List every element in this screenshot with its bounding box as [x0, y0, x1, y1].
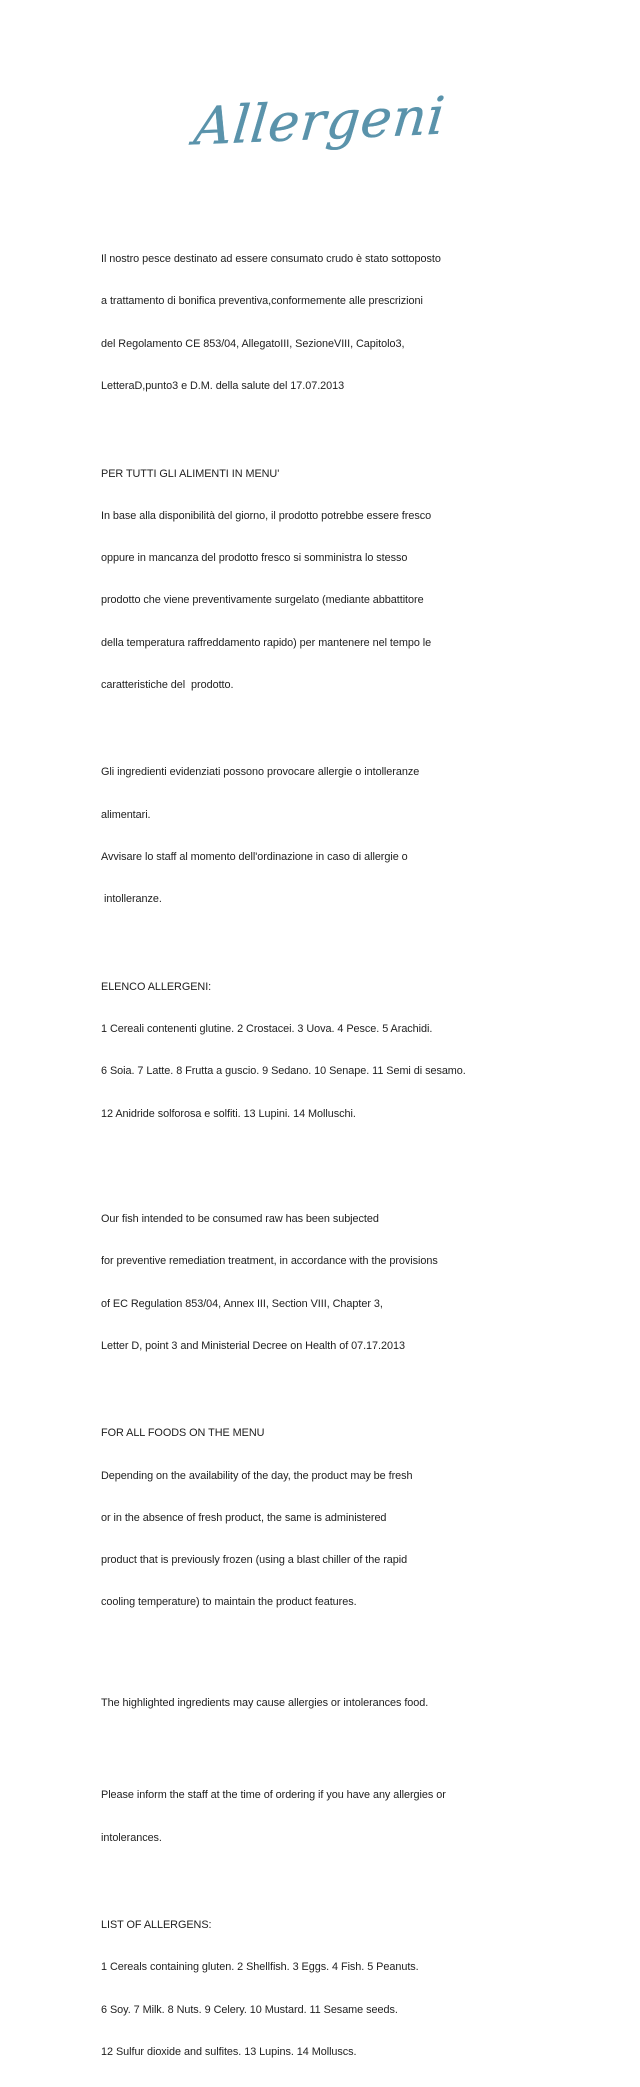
- text-line: a trattamento di bonifica preventiva,conformemente alle prescrizioni: [101, 295, 423, 308]
- text-line: In base alla disponibilità del giorno, il prodotto potrebbe essere fresco: [101, 509, 432, 522]
- text-line: of EC Regulation 853/04, Annex III, Section VIII, Chapter 3,: [101, 1297, 383, 1310]
- italian-all-foods-section: [101, 438, 489, 720]
- text-line: alimentari.: [101, 808, 151, 821]
- spacer: [101, 1638, 501, 1668]
- text-line: cooling temperature) to maintain the product features.: [101, 1596, 357, 1609]
- spacer: [101, 935, 501, 952]
- text-line: prodotto che viene preventivamente surgelato (mediante abbattitore: [101, 594, 424, 607]
- language-section-spacer: [101, 1149, 501, 1184]
- text-line: Avvisare lo staff al momento dell'ordinazione in caso di allergie o: [101, 850, 408, 863]
- italian-allergen-list: [101, 952, 489, 1149]
- text-line: for preventive remediation treatment, in accordance with the provisions: [101, 1255, 438, 1268]
- text-line: caratteristiche del prodotto.: [101, 678, 234, 691]
- italian-highlight-notice: [101, 737, 489, 934]
- italian-raw-fish-notice: [101, 224, 489, 421]
- english-inform-staff-notice: [101, 1760, 489, 1873]
- italian-all-foods-heading: PER TUTTI GLI ALIMENTI IN MENU': [101, 467, 280, 480]
- text-line: The highlighted ingredients may cause allergies or intolerances food.: [101, 1696, 429, 1709]
- english-allergen-list: [101, 1890, 489, 2087]
- english-raw-fish-notice: [101, 1184, 489, 1381]
- allergen-line: 12 Sulfur dioxide and sulfites. 13 Lupins. 14 Molluscs.: [101, 2045, 357, 2058]
- spacer: [101, 1873, 501, 1890]
- text-line: intolerances.: [101, 1831, 162, 1844]
- allergen-line: 1 Cereali contenenti glutine. 2 Crostacei. 3 Uova. 4 Pesce. 5 Arachidi.: [101, 1022, 433, 1035]
- page-title-container: [0, 86, 640, 158]
- spacer: [101, 1381, 501, 1398]
- allergen-line: 12 Anidride solforosa e solfiti. 13 Lupini. 14 Molluschi.: [101, 1107, 356, 1120]
- english-all-foods-heading: FOR ALL FOODS ON THE MENU: [101, 1427, 265, 1440]
- text-line: Please inform the staff at the time of ordering if you have any allergies or: [101, 1789, 446, 1802]
- text-line: Gli ingredienti evidenziati possono provocare allergie o intolleranze: [101, 766, 420, 779]
- italian-allergen-list-heading: ELENCO ALLERGENI:: [101, 980, 212, 993]
- document-body: [101, 224, 501, 2087]
- text-line: Our fish intended to be consumed raw has been subjected: [101, 1213, 379, 1225]
- english-allergen-list-heading: LIST OF ALLERGENS:: [101, 1919, 212, 1932]
- text-line: Depending on the availability of the day, the product may be fresh: [101, 1469, 413, 1482]
- text-line: Il nostro pesce destinato ad essere consumato crudo è stato sottoposto: [101, 253, 441, 266]
- spacer: [101, 1738, 501, 1760]
- allergen-line: 6 Soy. 7 Milk. 8 Nuts. 9 Celery. 10 Mustard. 11 Sesame seeds.: [101, 2003, 398, 2016]
- english-all-foods-section: [101, 1398, 489, 1638]
- spacer: [101, 720, 501, 737]
- allergen-line: 6 Soia. 7 Latte. 8 Frutta a guscio. 9 Sedano. 10 Senape. 11 Semi di sesamo.: [101, 1065, 466, 1078]
- text-line: oppure in mancanza del prodotto fresco si somministra lo stesso: [101, 552, 408, 565]
- text-line: intolleranze.: [101, 893, 162, 906]
- text-line: del Regolamento CE 853/04, AllegatoIII, SezioneVIII, Capitolo3,: [101, 337, 405, 350]
- text-line: della temperatura raffreddamento rapido) per mantenere nel tempo le: [101, 636, 432, 649]
- allergen-line: 1 Cereals containing gluten. 2 Shellfish. 3 Eggs. 4 Fish. 5 Peanuts.: [101, 1961, 419, 1974]
- spacer: [101, 421, 501, 438]
- english-highlight-notice: [101, 1668, 489, 1738]
- text-line: Letter D, point 3 and Ministerial Decree on Health of 07.17.2013: [101, 1339, 405, 1352]
- text-line: LetteraD,punto3 e D.M. della salute del 17.07.2013: [101, 380, 345, 393]
- text-line: product that is previously frozen (using a blast chiller of the rapid: [101, 1554, 408, 1567]
- page-title: Allergeni: [191, 86, 449, 158]
- text-line: or in the absence of fresh product, the same is administered: [101, 1511, 387, 1524]
